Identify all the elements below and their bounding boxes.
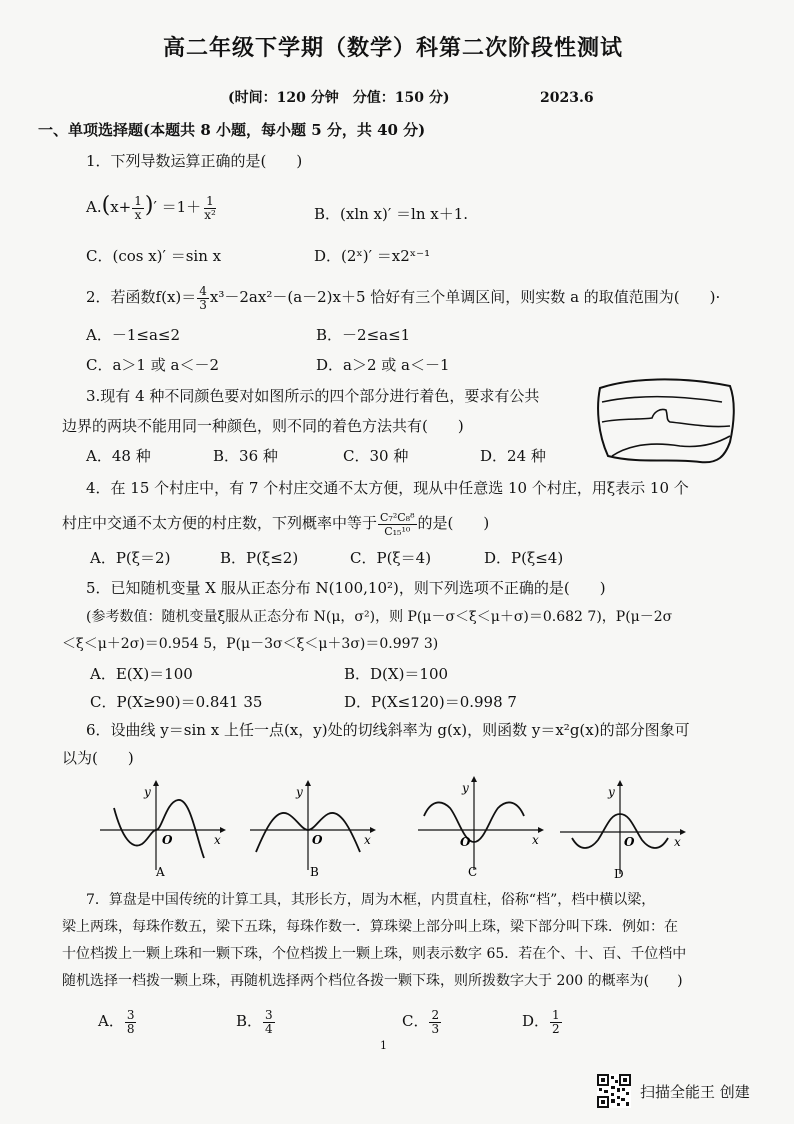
q5-reference-line2: ＜ξ＜μ＋2σ)＝0.954 5，P(μ－3σ＜ξ＜μ＋3σ)＝0.997 3) [62,636,439,652]
q6-graph-b-x-label: x [364,833,371,847]
q4-line2: 村庄中交通不太方便的村庄数，下列概率中等于 $\frac{\text{C₇²C₈⁸}}{\text{C₁₅¹⁰}}$ 的是( ) [62,510,490,538]
q5-option-b: B．D(X)＝100 [344,665,449,683]
q3-region-map-figure [590,372,740,468]
q2-option-a: A．－1≤a≤2 [86,326,180,344]
q4-option-c: C．P(ξ＝4) [350,549,432,567]
page-number: 1 [380,1039,387,1052]
q1-option-b: B．(xln x)′ ＝ln x＋1. [314,205,469,223]
q3-option-d: D．24 种 [480,447,546,465]
q6-graph-d-y-label: y [608,785,615,799]
q6-graph-a [96,778,232,878]
q7-option-c: C． $\frac{2}{3}$ [402,1007,440,1036]
q7-option-a: A． $\frac{3}{8}$ [98,1007,135,1036]
q3-line2: 边界的两块不能用同一种颜色，则不同的着色方法共有( ) [62,417,464,435]
q7-option-b: B． $\frac{3}{4}$ [236,1007,273,1036]
q5-reference-line1: (参考数值：随机变量ξ服从正态分布 N(μ，σ²)，则 P(μ－σ＜ξ＜μ＋σ)＝0.682 7)，P(μ－2σ [86,609,673,625]
q7-line1: 7．算盘是中国传统的计算工具，其形长方，周为木框，内贯直柱，俗称“档”，档中横以梁， [86,892,656,908]
q6-graph-d-label: D [614,867,624,881]
q6-graph-d [556,778,692,882]
q2-stem: 2．若函数f(x)＝ $\frac{4}{3}$ x³－2ax²－(a－2)x＋5 恰好有三个单调区间，则实数 a 的取值范围为( )· [86,283,721,312]
q3-option-a: A．48 种 [86,447,151,465]
q4-option-d: D．P(ξ≤4) [484,549,564,567]
q2-option-c: C．a＞1 或 a＜－2 [86,356,219,374]
q7-line4: 随机选择一档拨一颗上珠，再随机选择两个档位各拨一颗下珠，则所拨数字大于 200 的概率为( ) [62,973,683,989]
q1-option-c: C．(cos x)′ ＝sin x [86,247,222,265]
q1-option-d: D．(2ˣ)′ ＝x2ˣ⁻¹ [314,247,431,265]
q5-option-a: A．E(X)＝100 [90,665,193,683]
q2-option-d: D．a＞2 或 a＜－1 [316,356,450,374]
q1-option-a: A.(x+ $\frac{1}{x}$ )′ ＝1＋ $\frac{1}{\text{x²}}$ [86,193,216,222]
q6-graph-a-y-label: y [144,785,151,799]
q6-graph-d-x-label: x [674,835,681,849]
q6-graph-c-origin: O [460,835,471,849]
q3-option-b: B．36 种 [213,447,278,465]
q6-graph-b-origin: O [312,833,323,847]
qr-code-icon [597,1074,631,1108]
q4-option-a: A．P(ξ＝2) [90,549,171,567]
q6-graph-b [246,778,382,878]
q6-graph-c-label: C [468,865,478,878]
q6-graph-d-origin: O [624,835,635,849]
q7-line3: 十位档拨上一颗上珠和一颗下珠，个位档拨上一颗上珠，则表示数字 65．若在个、十、百、千位档中 [62,946,687,962]
q6-graph-c-x-label: x [532,833,539,847]
section-heading: 一、单项选择题(本题共 8 小题，每小题 5 分，共 40 分) [38,121,426,139]
q5-stem: 5．已知随机变量 X 服从正态分布 N(100,10²)，则下列选项不正确的是( ) [86,579,606,597]
q6-graph-a-x-label: x [214,833,221,847]
q1-stem: 1．下列导数运算正确的是( ) [86,152,303,170]
q7-option-d: D． $\frac{1}{2}$ [522,1007,560,1036]
q6-graph-a-origin: O [162,833,173,847]
q3-line1: 3.现有 4 种不同颜色要对如图所示的四个部分进行着色，要求有公共 [86,387,540,405]
exam-info: (时间：120 分钟 分值：150 分) [228,90,450,106]
q2-option-b: B．－2≤a≤1 [316,326,411,344]
scanner-watermark-text: 扫描全能王 创建 [640,1083,750,1101]
q4-option-b: B．P(ξ≤2) [220,549,299,567]
q6-graph-c [414,772,550,878]
q3-option-c: C．30 种 [343,447,409,465]
q6-line1: 6．设曲线 y＝sin x 上任一点(x，y)处的切线斜率为 g(x)，则函数 y＝x²g(x)的部分图象可 [86,721,690,739]
exam-title: 高二年级下学期（数学）科第二次阶段性测试 [163,35,624,61]
q6-graph-b-y-label: y [296,785,303,799]
q4-line1: 4．在 15 个村庄中，有 7 个村庄交通不太方便，现从中任意选 10 个村庄，用ξ表示 10 个 [86,479,689,497]
q5-option-c: C．P(X≥90)＝0.841 35 [90,693,263,711]
q5-option-d: D．P(X≤120)＝0.998 7 [344,693,517,711]
q6-line2: 以为( ) [62,749,134,767]
q6-graph-a-label: A [156,865,165,878]
exam-date: 2023.6 [540,90,594,106]
q6-graph-b-label: B [310,865,319,878]
q7-line2: 梁上两珠，每珠作数五，梁下五珠，每珠作数一．算珠梁上部分叫上珠，梁下部分叫下珠．例如：在 [62,919,678,935]
q6-graph-c-y-label: y [462,781,469,795]
